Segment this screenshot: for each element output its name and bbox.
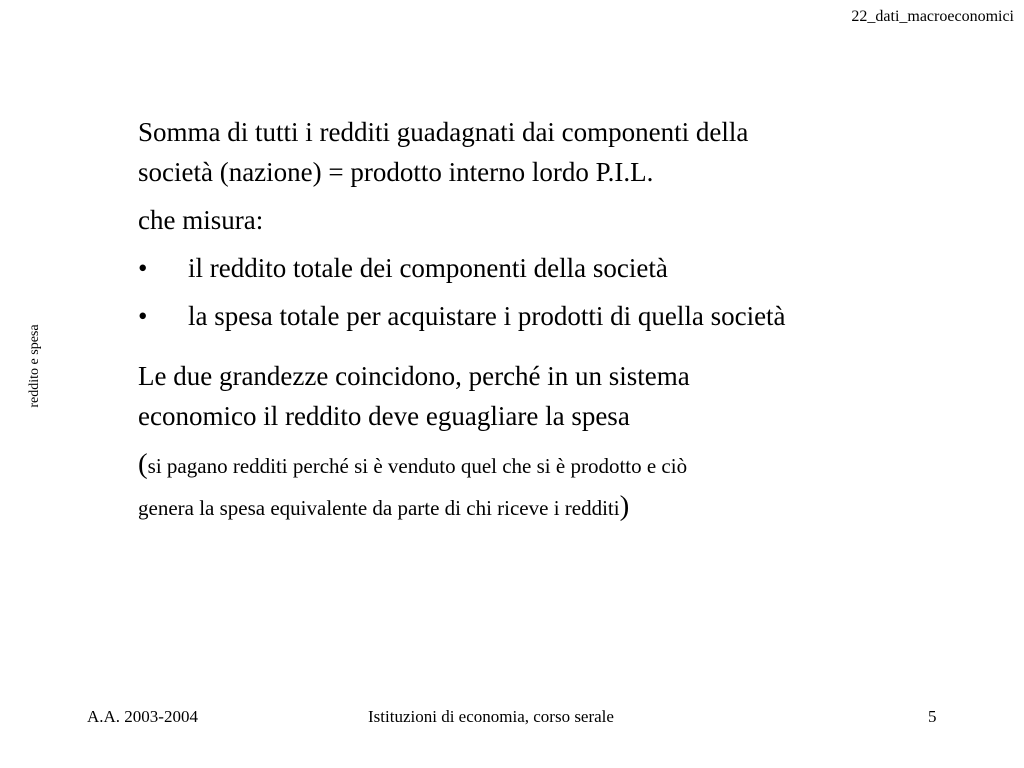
bullet-icon: • bbox=[138, 253, 148, 283]
bullet-item bbox=[138, 296, 988, 336]
bullet-text: la spesa totale per acquistare i prodotti di quella società bbox=[188, 301, 786, 331]
academic-year-footer: A.A. 2003-2004 bbox=[87, 707, 198, 726]
close-parenthesis: ) bbox=[619, 490, 630, 522]
note-text-1: si pagano redditi perché si è venduto quel che si è prodotto e ciò bbox=[147, 454, 688, 478]
conclusion-line-1: Le due grandezze coincidono, perché in un sistema bbox=[138, 361, 690, 391]
file-name-header: 22_dati_macroeconomici bbox=[851, 8, 1014, 25]
open-parenthesis: ( bbox=[138, 448, 148, 480]
measures-intro: che misura: bbox=[138, 205, 264, 235]
note-text-2: genera la spesa equivalente da parte di chi riceve i redditi bbox=[138, 496, 620, 520]
note-line-2 bbox=[138, 486, 988, 528]
conclusion-line-2: economico il reddito deve eguagliare la spesa bbox=[138, 401, 630, 431]
note-line-1 bbox=[138, 444, 988, 486]
bullet-text: il reddito totale dei componenti della società bbox=[188, 253, 668, 283]
definition-line-2: società (nazione) = prodotto interno lordo P.I.L. bbox=[138, 157, 654, 187]
page-number: 5 bbox=[928, 707, 937, 726]
slide-content bbox=[138, 112, 988, 528]
bullet-icon: • bbox=[138, 301, 148, 331]
course-title-footer: Istituzioni di economia, corso serale bbox=[368, 707, 614, 726]
definition-line-1: Somma di tutti i redditi guadagnati dai componenti della bbox=[138, 117, 749, 147]
side-section-label: reddito e spesa bbox=[27, 324, 42, 408]
bullet-item bbox=[138, 248, 988, 288]
